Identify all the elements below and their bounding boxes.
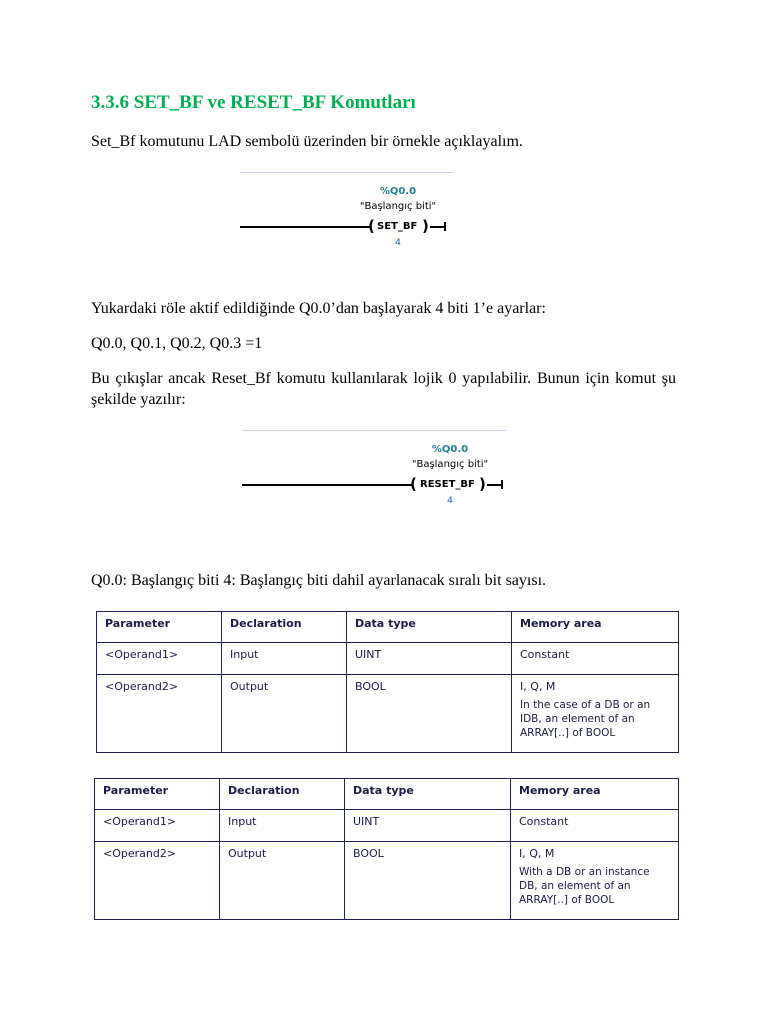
table-row bbox=[95, 842, 679, 920]
header-parameter: Parameter bbox=[97, 612, 222, 643]
section-heading: 3.3.6 SET_BF ve RESET_BF Komutları bbox=[91, 92, 416, 113]
memory-area-note: With a DB or an instance DB, an element of an ARRAY[..] of BOOL bbox=[519, 866, 650, 906]
cell-memory-area bbox=[511, 842, 679, 920]
rung-wire bbox=[242, 484, 412, 486]
operand-address: %Q0.0 bbox=[431, 444, 469, 455]
instruction-name: SET_BF bbox=[377, 221, 418, 232]
cell-data-type: BOOL bbox=[345, 842, 511, 920]
table-row bbox=[97, 643, 679, 675]
bit-count: 4 bbox=[395, 238, 401, 248]
operand-tag: "Başlangıç biti" bbox=[411, 459, 489, 470]
cell-parameter: <Operand1> bbox=[95, 810, 220, 842]
bit-count: 4 bbox=[447, 496, 453, 506]
table-header-row bbox=[97, 612, 679, 643]
diagram-separator bbox=[240, 172, 453, 173]
reset-explanation: Bu çıkışlar ancak Reset_Bf komutu kullanılarak lojik 0 yapılabilir. Bunun için komut şu şekilde yazılır: bbox=[91, 370, 676, 408]
memory-area-value: I, Q, M bbox=[520, 680, 556, 693]
coil-open-bracket: ( bbox=[410, 475, 417, 493]
cell-declaration: Output bbox=[220, 842, 345, 920]
table-row bbox=[95, 810, 679, 842]
cell-memory-area: Constant bbox=[512, 643, 679, 675]
parameter-table-1 bbox=[96, 611, 679, 753]
header-declaration: Declaration bbox=[222, 612, 347, 643]
cell-parameter: <Operand2> bbox=[95, 842, 220, 920]
coil-open-bracket: ( bbox=[368, 217, 375, 235]
cell-declaration: Output bbox=[222, 675, 347, 753]
coil-close-bracket: ) bbox=[422, 217, 429, 235]
diagram-separator bbox=[242, 430, 506, 431]
rung-wire bbox=[240, 226, 371, 228]
operand-address: %Q0.0 bbox=[379, 186, 417, 197]
rung-end-wire bbox=[487, 484, 502, 486]
cell-memory-area bbox=[512, 675, 679, 753]
header-memory-area: Memory area bbox=[512, 612, 679, 643]
memory-area-value: I, Q, M bbox=[519, 847, 555, 860]
cell-declaration: Input bbox=[222, 643, 347, 675]
cell-declaration: Input bbox=[220, 810, 345, 842]
rung-end-wire bbox=[430, 226, 445, 228]
table-row bbox=[97, 675, 679, 753]
cell-data-type: UINT bbox=[345, 810, 511, 842]
coil-close-bracket: ) bbox=[479, 475, 486, 493]
rung-end-tick bbox=[501, 480, 503, 489]
operand-tag: "Başlangıç biti" bbox=[359, 201, 437, 212]
instruction-name: RESET_BF bbox=[420, 479, 475, 490]
bits-line: Q0.0, Q0.1, Q0.2, Q0.3 =1 bbox=[91, 335, 263, 352]
lad-set-bf-diagram bbox=[240, 172, 455, 252]
header-declaration: Declaration bbox=[220, 779, 345, 810]
legend-line: Q0.0: Başlangıç biti 4: Başlangıç biti dahil ayarlanacak sıralı bit sayısı. bbox=[91, 572, 547, 589]
lad-reset-bf-diagram bbox=[242, 430, 508, 510]
cell-memory-area: Constant bbox=[511, 810, 679, 842]
cell-parameter: <Operand2> bbox=[97, 675, 222, 753]
table-header-row bbox=[95, 779, 679, 810]
rung-end-tick bbox=[444, 222, 446, 231]
intro-paragraph: Set_Bf komutunu LAD sembolü üzerinden bir örnekle açıklayalım. bbox=[91, 133, 523, 150]
cell-data-type: UINT bbox=[347, 643, 512, 675]
set-explanation: Yukardaki röle aktif edildiğinde Q0.0’dan başlayarak 4 biti 1’e ayarlar: bbox=[91, 300, 546, 317]
cell-data-type: BOOL bbox=[347, 675, 512, 753]
cell-parameter: <Operand1> bbox=[97, 643, 222, 675]
header-memory-area: Memory area bbox=[511, 779, 679, 810]
parameter-table-2 bbox=[94, 778, 679, 920]
memory-area-note: In the case of a DB or an IDB, an element of an ARRAY[..] of BOOL bbox=[520, 699, 651, 739]
header-data-type: Data type bbox=[345, 779, 511, 810]
header-parameter: Parameter bbox=[95, 779, 220, 810]
header-data-type: Data type bbox=[347, 612, 512, 643]
